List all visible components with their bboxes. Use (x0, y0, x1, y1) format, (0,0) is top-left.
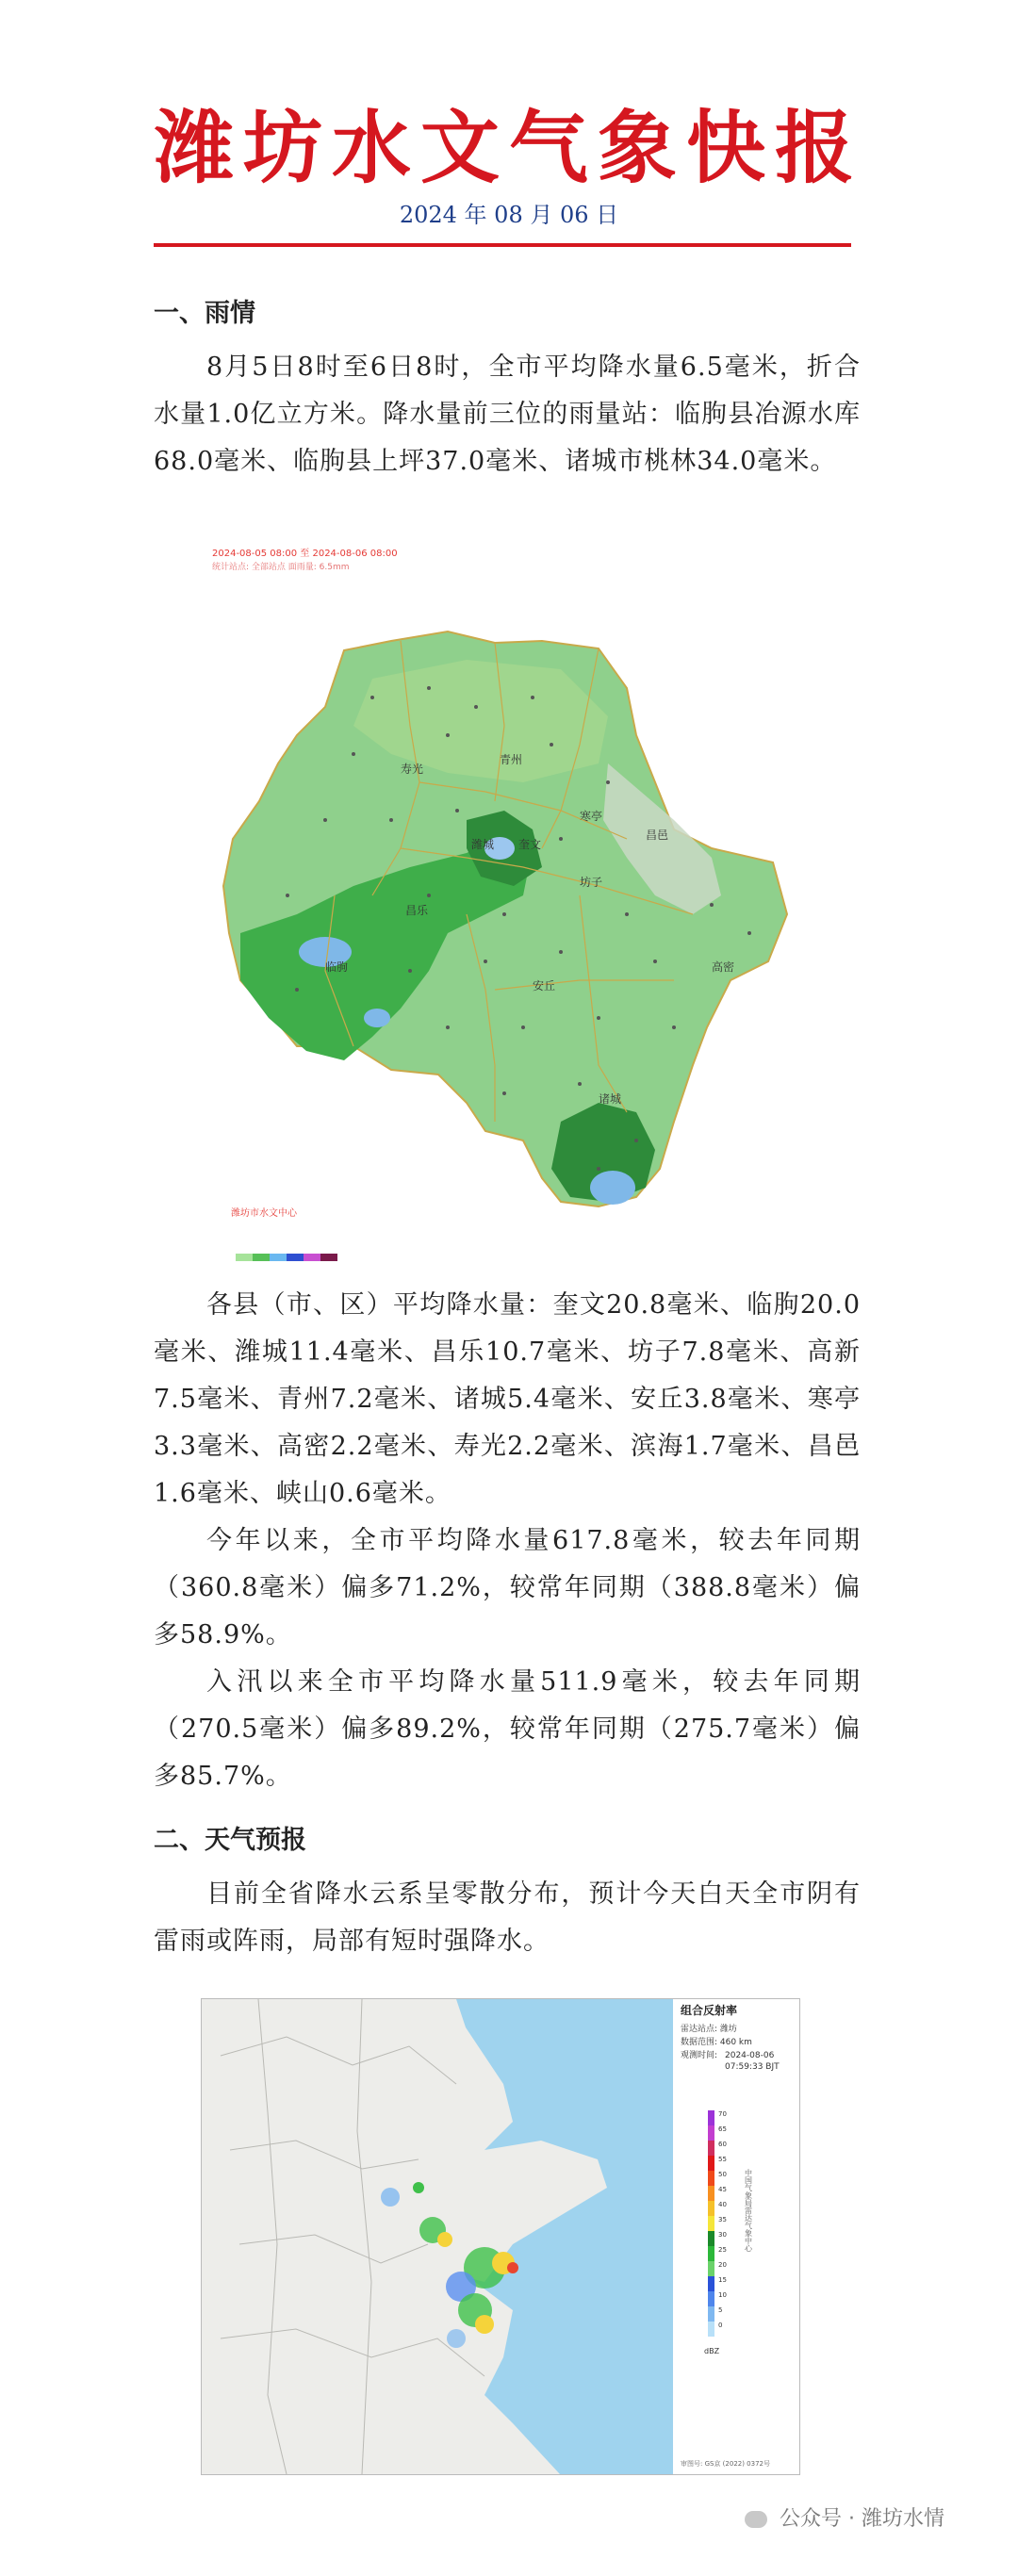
scale-label: 60 (718, 2141, 727, 2148)
scale-label: 30 (718, 2231, 727, 2239)
county-label: 临朐 (325, 960, 349, 974)
scale-label: 40 (718, 2201, 727, 2208)
county-label: 昌邑 (646, 829, 669, 842)
radar-time: 07:59:33 BJT (725, 2062, 780, 2072)
county-label: 青州 (500, 753, 523, 766)
reservoir-patch (364, 1009, 390, 1027)
radar-date: 2024-08-06 (725, 2051, 775, 2060)
rainfall-map-figure (184, 537, 806, 1272)
wechat-watermark (745, 2502, 944, 2532)
radar-footer: 审图号: GS京 (2022) 0372号 (681, 2460, 770, 2468)
map-credit: 潍坊市水文中心 (231, 1208, 297, 1219)
report-date: 2024 年 08 月 06 日 (399, 202, 619, 228)
scale-label: 50 (718, 2171, 727, 2178)
radar-range: 数据范围: 460 km (681, 2038, 752, 2047)
scale-unit: dBZ (704, 2347, 720, 2355)
wechat-icon (745, 2511, 767, 2528)
radar-figure (201, 1998, 800, 2475)
county-label: 坊子 (580, 876, 603, 889)
county-label: 诸城 (599, 1092, 622, 1106)
radar-color-scale (708, 2110, 714, 2337)
section-heading-forecast: 二、天气预报 (154, 1826, 306, 1855)
scale-label: 10 (718, 2291, 727, 2299)
map-caption: 2024-08-05 08:00 至 2024-08-06 08:00 (212, 549, 398, 559)
scale-label: 70 (718, 2110, 727, 2118)
reservoir-patch (590, 1171, 635, 1205)
county-label: 寒亭 (580, 810, 603, 823)
forecast-paragraph: 目前全省降水云系呈零散分布，预计今天白天全市阴有雷雨或阵雨，局部有短时强降水。 (154, 1879, 861, 1956)
rainfall-map (184, 537, 806, 1272)
scale-label: 15 (718, 2276, 727, 2284)
rain-summary-paragraph: 8月5日8时至6日8时，全市平均降水量6.5毫米，折合水量1.0亿立方米。降水量前三位的雨量站：临朐县冶源水库68.0毫米、临朐县上坪37.0毫米、诸城市桃林34.0毫米。 (154, 353, 861, 476)
section-heading-rain: 一、雨情 (154, 299, 255, 328)
scale-label: 65 (718, 2125, 727, 2133)
scale-label: 20 (718, 2261, 727, 2269)
report-title: 潍坊水文气象快报 (154, 101, 863, 194)
county-label: 寿光 (401, 763, 424, 776)
radar-map (202, 1999, 799, 2474)
map-subcaption: 统计站点: 全部站点 面雨量: 6.5mm (212, 563, 350, 572)
county-label: 高密 (712, 960, 735, 974)
scale-label: 0 (718, 2322, 723, 2329)
scale-label: 25 (718, 2246, 727, 2254)
radar-time-label: 观测时间: (681, 2051, 718, 2060)
county-label: 昌乐 (405, 904, 429, 917)
county-rainfall-paragraph: 各县（市、区）平均降水量：奎文20.8毫米、临朐20.0毫米、潍城11.4毫米、昌乐10.7毫米、坊子7.8毫米、高新7.5毫米、青州7.2毫米、诸城5.4毫米、安丘3.8毫米、寒亭3.3毫米、高密2.2毫米、寿光2.2毫米、滨海1.7毫米、昌邑1.6毫米、峡山0.6毫米。 (154, 1290, 861, 1508)
scale-label: 45 (718, 2186, 727, 2193)
scale-label: 35 (718, 2216, 727, 2223)
radar-vertical-credit: 中国气象局雷达气象中心 (744, 2169, 753, 2252)
county-label: 潍城 (471, 838, 495, 851)
watermark-text: 公众号 · 潍坊水情 (780, 2507, 944, 2531)
map-legend (236, 1254, 337, 1261)
county-label: 安丘 (533, 979, 556, 993)
scale-label: 5 (718, 2306, 723, 2314)
radar-title: 组合反射率 (681, 2004, 738, 2017)
county-label: 奎文 (518, 838, 542, 851)
radar-station: 雷达站点: 潍坊 (681, 2025, 737, 2034)
flood-season-paragraph: 入汛以来全市平均降水量511.9毫米，较去年同期（270.5毫米）偏多89.2%，较常年同期（275.7毫米）偏多85.7%。 (154, 1667, 861, 1791)
annual-rainfall-paragraph: 今年以来，全市平均降水量617.8毫米，较去年同期（360.8毫米）偏多71.2%，较常年同期（388.8毫米）偏多58.9%。 (154, 1526, 861, 1649)
scale-label: 55 (718, 2156, 727, 2163)
title-divider (154, 243, 851, 247)
